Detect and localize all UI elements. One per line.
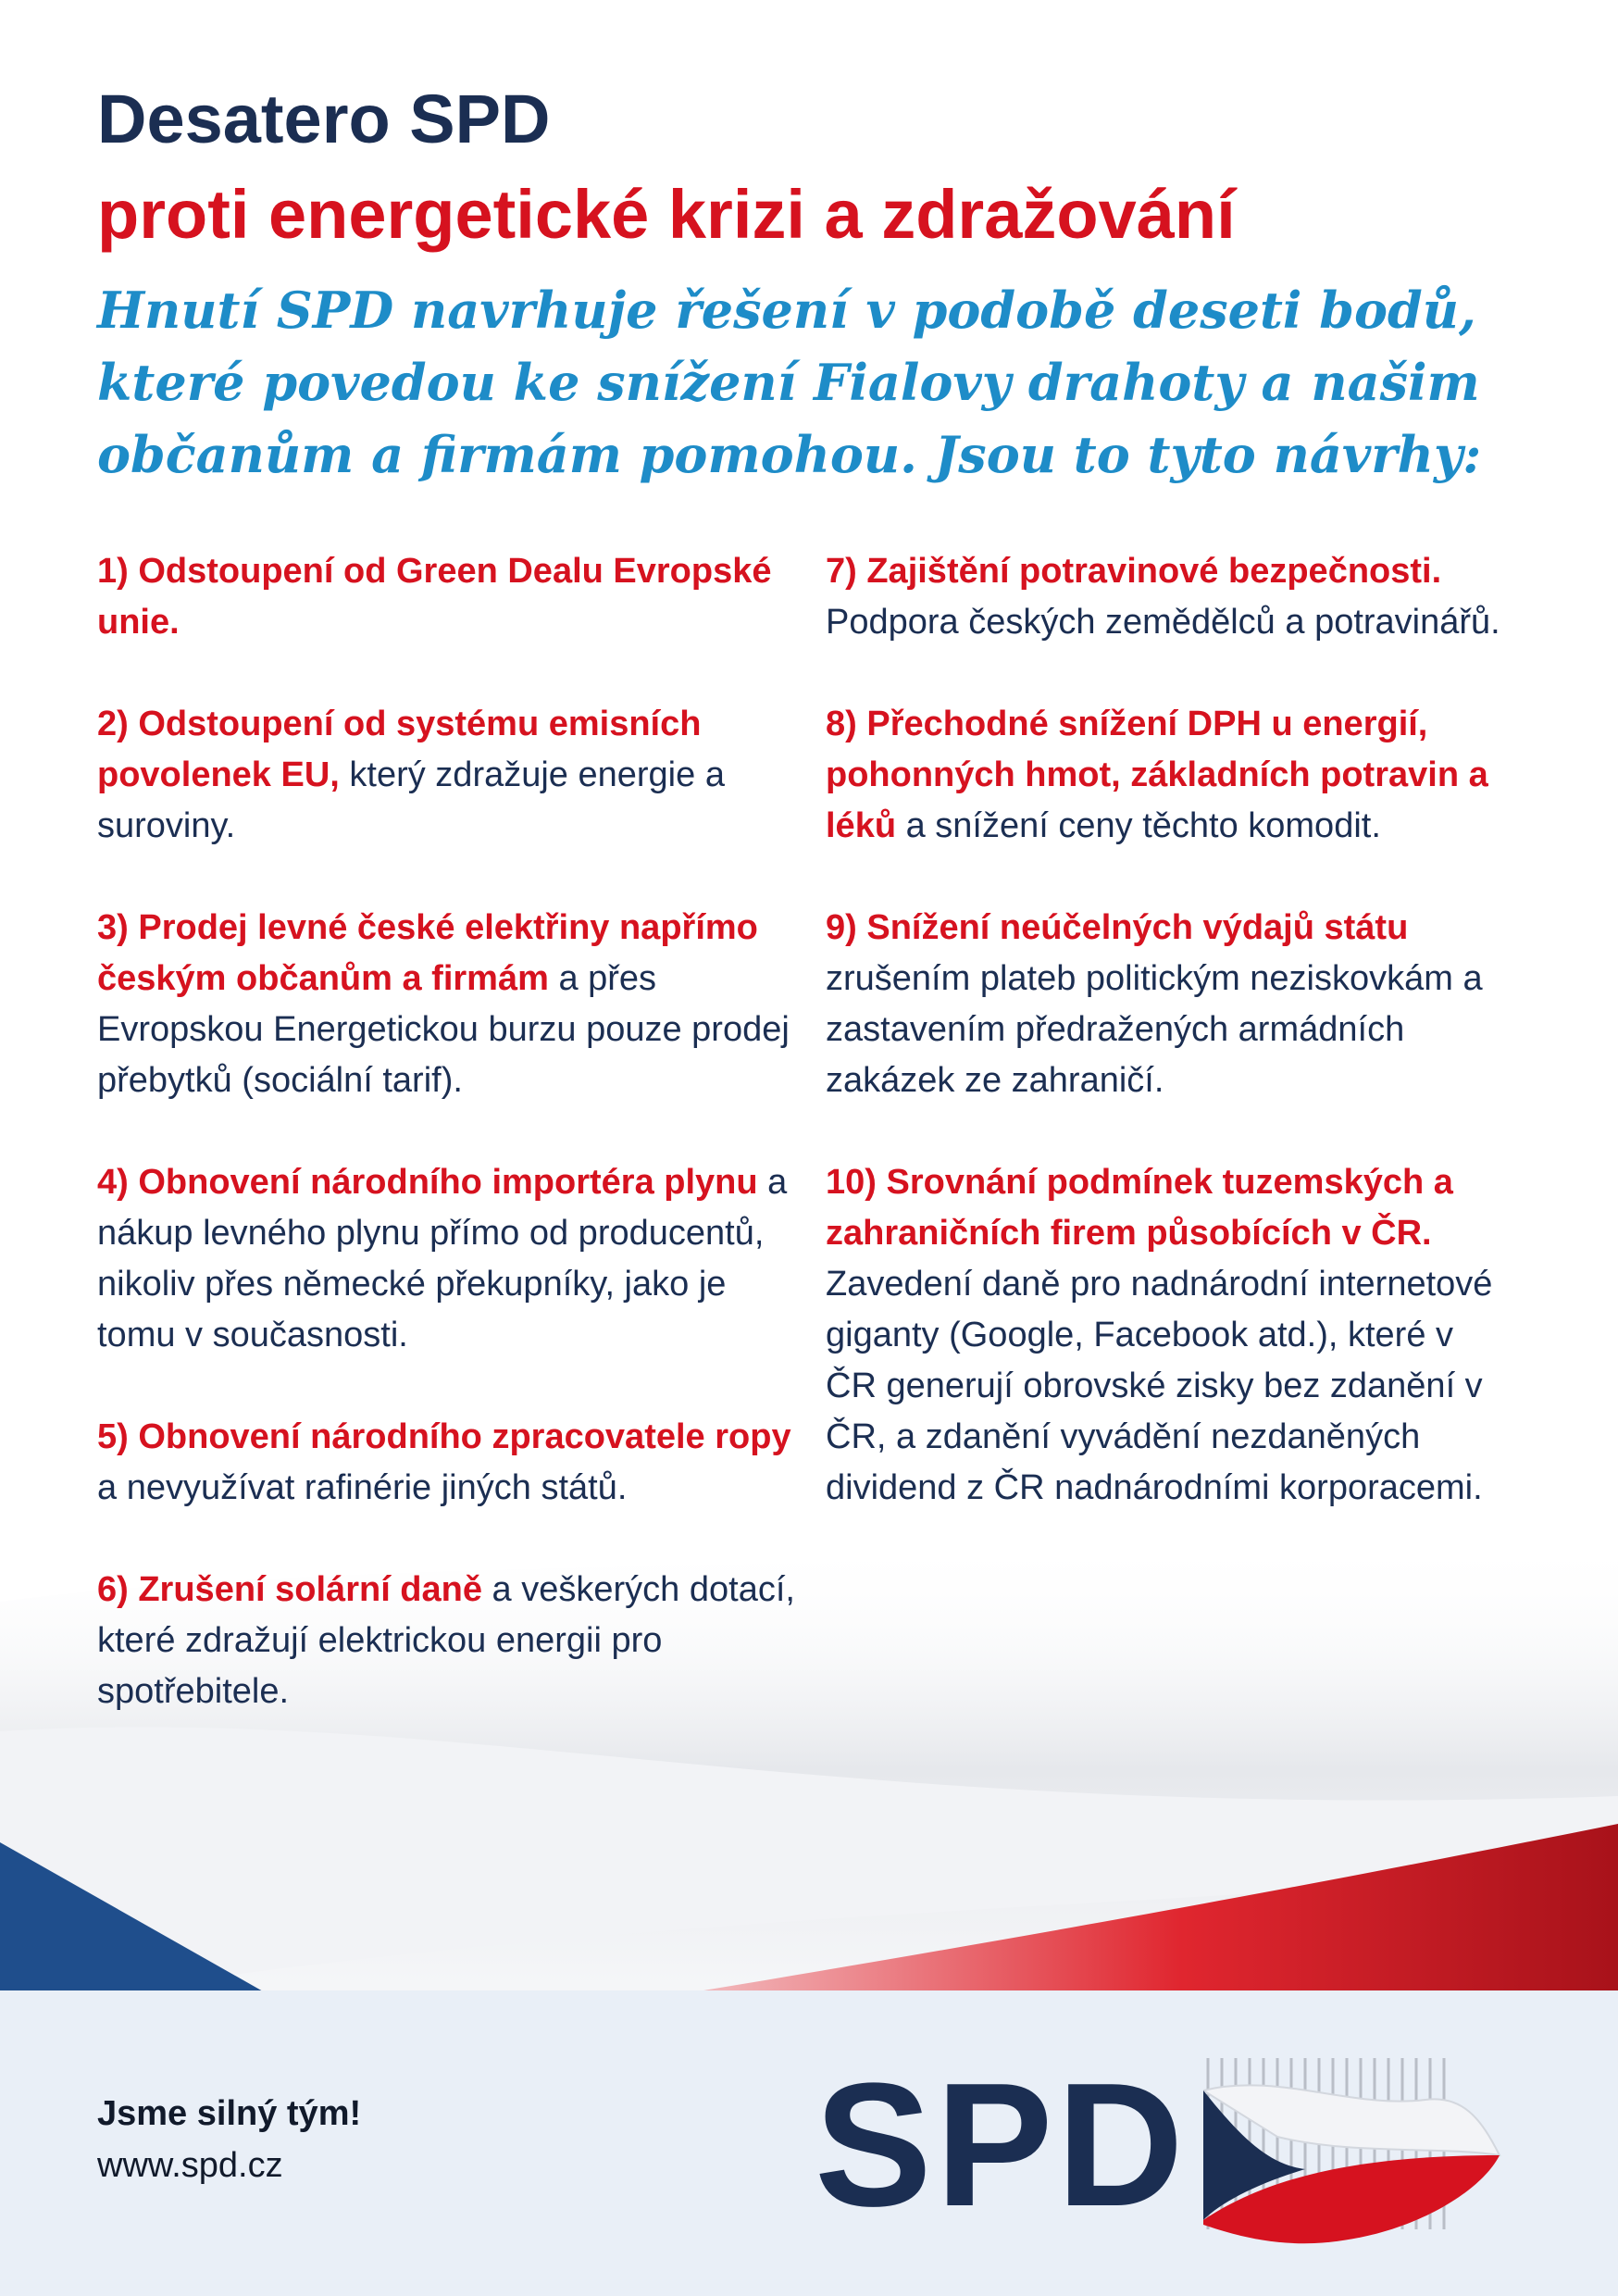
proposal-highlight: 4) Obnovení národního importéra plynu bbox=[97, 1163, 758, 1202]
proposal-highlight: 6) Zrušení solární daně bbox=[97, 1570, 482, 1609]
footer-slogan: Jsme silný tým! bbox=[97, 2094, 362, 2133]
proposals-right-column bbox=[826, 546, 1511, 1514]
proposal-text: který zdražuje energie a suroviny. bbox=[97, 755, 725, 845]
proposal-highlight: 10) Srovnání podmínek tuzemských a zahraničních firem působících v ČR. bbox=[826, 1163, 1453, 1253]
intro-paragraph: Hnutí SPD navrhuje řešení v podobě deseti bodů, které povedou ke snížení Fialovy drahoty a našim občanům a firmám pomohou. Jsou to tyto návrhy: bbox=[97, 281, 1482, 484]
proposal-item-8 bbox=[826, 699, 1511, 852]
proposal-item-1 bbox=[97, 546, 810, 648]
czech-flag-logo-icon bbox=[1203, 2053, 1509, 2248]
proposal-text: a nevyužívat rafinérie jiných států. bbox=[97, 1468, 628, 1507]
proposal-highlight: 9) Snížení neúčelných výdajů státu bbox=[826, 908, 1409, 947]
proposal-text: a snížení ceny těchto komodit. bbox=[896, 806, 1381, 845]
proposal-highlight: 5) Obnovení národního zpracovatele ropy bbox=[97, 1417, 791, 1456]
proposal-item-9 bbox=[826, 903, 1511, 1106]
proposal-highlight: 8) Přechodné snížení DPH u energií, pohonných hmot, základních potravin a léků bbox=[826, 705, 1488, 845]
footer-website-link[interactable]: www.spd.cz bbox=[97, 2146, 283, 2185]
page-title: Desatero SPD bbox=[97, 81, 551, 157]
proposal-item-2 bbox=[97, 699, 810, 852]
proposal-item-5 bbox=[97, 1412, 810, 1514]
proposal-highlight: 3) Prodej levné české elektřiny napřímo českým občanům a firmám bbox=[97, 908, 758, 998]
proposals-left-column bbox=[97, 546, 810, 1717]
proposal-highlight: 7) Zajištění potravinové bezpečnosti. bbox=[826, 552, 1442, 591]
spd-logo-text: SPD bbox=[815, 2047, 1188, 2243]
proposal-text: Podpora českých zemědělců a potravinářů. bbox=[826, 603, 1500, 642]
proposal-highlight: 2) Odstoupení od systému emisních povolenek EU, bbox=[97, 705, 702, 794]
proposal-item-7 bbox=[826, 546, 1511, 648]
proposal-item-10 bbox=[826, 1157, 1511, 1514]
proposal-text: zrušením plateb politickým neziskovkám a zastavením předražených armádních zakázek ze zahraničí. bbox=[826, 959, 1483, 1100]
proposal-item-6 bbox=[97, 1565, 810, 1717]
page-subtitle: proti energetické krizi a zdražování bbox=[97, 176, 1236, 253]
proposal-highlight: 1) Odstoupení od Green Dealu Evropské unie. bbox=[97, 552, 772, 642]
proposal-text: a nákup levného plynu přímo od producentů, nikoliv přes německé překupníky, jako je tomu v současnosti. bbox=[97, 1163, 788, 1354]
proposal-text: a veškerých dotací, které zdražují elektrickou energii pro spotřebitele. bbox=[97, 1570, 795, 1711]
proposal-text: a přes Evropskou Energetickou burzu pouze prodej přebytků (sociální tarif). bbox=[97, 959, 790, 1100]
proposal-item-4 bbox=[97, 1157, 810, 1361]
proposal-text: Zavedení daně pro nadnárodní internetové giganty (Google, Facebook atd.), které v ČR generují obrovské zisky bez zdanění v ČR, a zdanění vyvádění nezdaněných dividend z ČR nadnárodními korporacemi. bbox=[826, 1265, 1493, 1507]
proposal-item-3 bbox=[97, 903, 810, 1106]
